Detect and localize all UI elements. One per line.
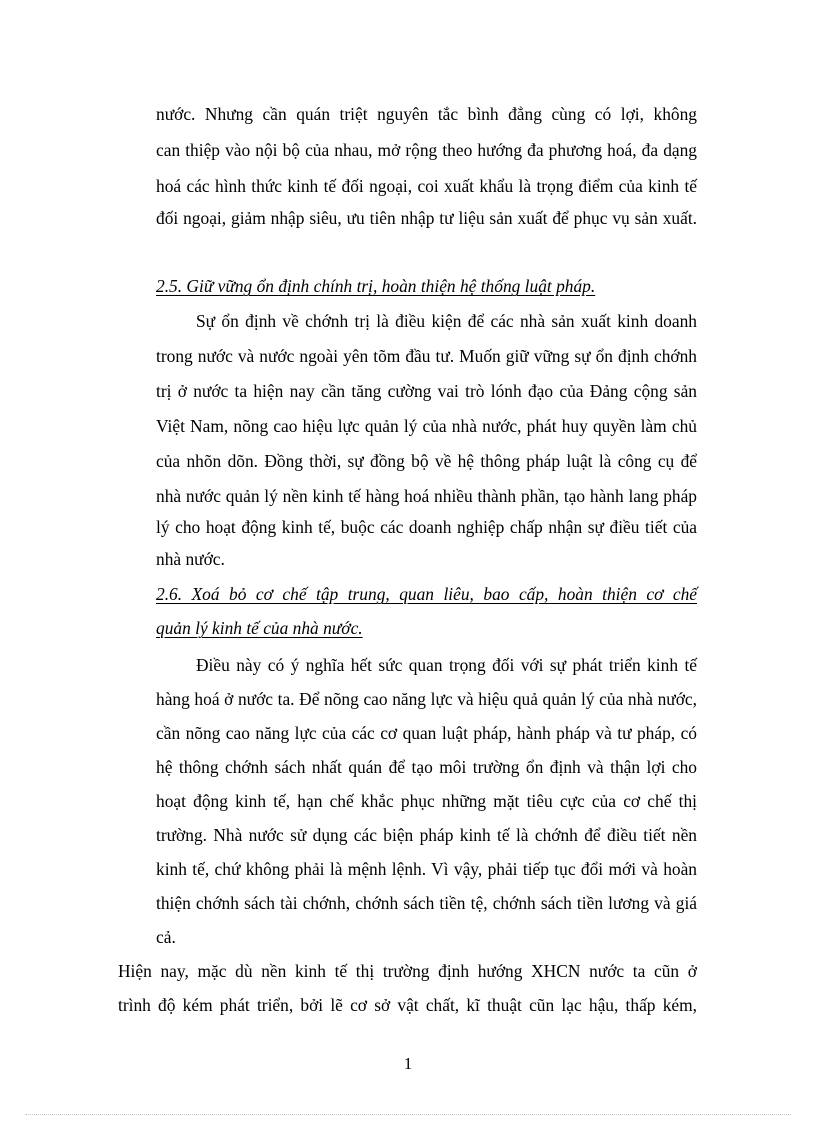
paragraph-line: của nhõn dõn. Đồng thời, sự đồng bộ về hệ thông pháp luật là công cụ để: [156, 451, 697, 471]
paragraph-line: nhà nước quản lý nền kinh tế hàng hoá nhiều thành phần, tạo hành lang pháp: [156, 486, 697, 506]
page-number: 1: [403, 1054, 413, 1073]
paragraph-line: nhà nước.: [156, 549, 225, 569]
paragraph-line: hoạt động kinh tế, hạn chế khắc phục những mặt tiêu cực của cơ chế thị: [156, 791, 697, 811]
paragraph-line: hàng hoá ở nước ta. Để nõng cao năng lực và hiệu quả quản lý của nhà nước,: [156, 689, 697, 709]
paragraph-line: hoá các hình thức kinh tế đối ngoại, coi xuất khẩu là trọng điểm của kinh tế: [156, 176, 697, 196]
paragraph-line: trong nước và nước ngoài yên tõm đầu tư. Muốn giữ vững sự ổn định chớnh: [156, 346, 697, 366]
paragraph-line: Việt Nam, nõng cao hiệu lực quản lý của nhà nước, phát huy quyền làm chủ: [156, 416, 697, 436]
paragraph-line: cần nõng cao năng lực của các cơ quan luật pháp, hành pháp và tư pháp, có: [156, 723, 697, 743]
page-bottom-divider: [25, 1114, 791, 1115]
paragraph-line: hệ thông chớnh sách nhất quán để tạo môi trường ổn định và thận lợi cho: [156, 757, 697, 777]
paragraph-line: trình độ kém phát triển, bởi lẽ cơ sở vật chất, kĩ thuật cũn lạc hậu, thấp kém,: [118, 995, 697, 1015]
paragraph-line: trị ở nước ta hiện nay cần tăng cường vai trò lónh đạo của Đảng cộng sản: [156, 381, 697, 401]
section-heading-2-6-cont: quản lý kinh tế của nhà nước.: [156, 618, 363, 638]
paragraph-line: Điều này có ý nghĩa hết sức quan trọng đối với sự phát triển kinh tế: [196, 655, 697, 675]
paragraph-line: lý cho hoạt động kinh tế, buộc các doanh nghiệp chấp nhận sự điều tiết của: [156, 517, 697, 537]
paragraph-line: cả.: [156, 927, 176, 947]
paragraph-line: Hiện nay, mặc dù nền kinh tế thị trường định hướng XHCN nước ta cũn ở: [118, 961, 697, 981]
paragraph-line: đối ngoại, giảm nhập siêu, ưu tiên nhập tư liệu sản xuất để phục vụ sản xuất.: [156, 208, 697, 228]
paragraph-line: thiện chớnh sách tài chớnh, chớnh sách tiền tệ, chớnh sách tiền lương và giá: [156, 893, 697, 913]
section-heading-2-6: 2.6. Xoá bỏ cơ chế tập trung, quan liêu, bao cấp, hoàn thiện cơ chế: [156, 584, 697, 604]
paragraph-line: Sự ổn định về chớnh trị là điều kiện để các nhà sản xuất kinh doanh: [196, 311, 697, 331]
paragraph-line: can thiệp vào nội bộ của nhau, mở rộng theo hướng đa phương hoá, đa dạng: [156, 140, 697, 160]
paragraph-line: nước. Nhưng cần quán triệt nguyên tắc bình đẳng cùng có lợi, không: [156, 104, 697, 124]
paragraph-line: kinh tế, chứ không phải là mệnh lệnh. Vì vậy, phải tiếp tục đổi mới và hoàn: [156, 859, 697, 879]
paragraph-line: trường. Nhà nước sử dụng các biện pháp kinh tế là chớnh để điều tiết nền: [156, 825, 697, 845]
section-heading-2-5: 2.5. Giữ vững ổn định chính trị, hoàn thiện hệ thống luật pháp.: [156, 276, 596, 296]
